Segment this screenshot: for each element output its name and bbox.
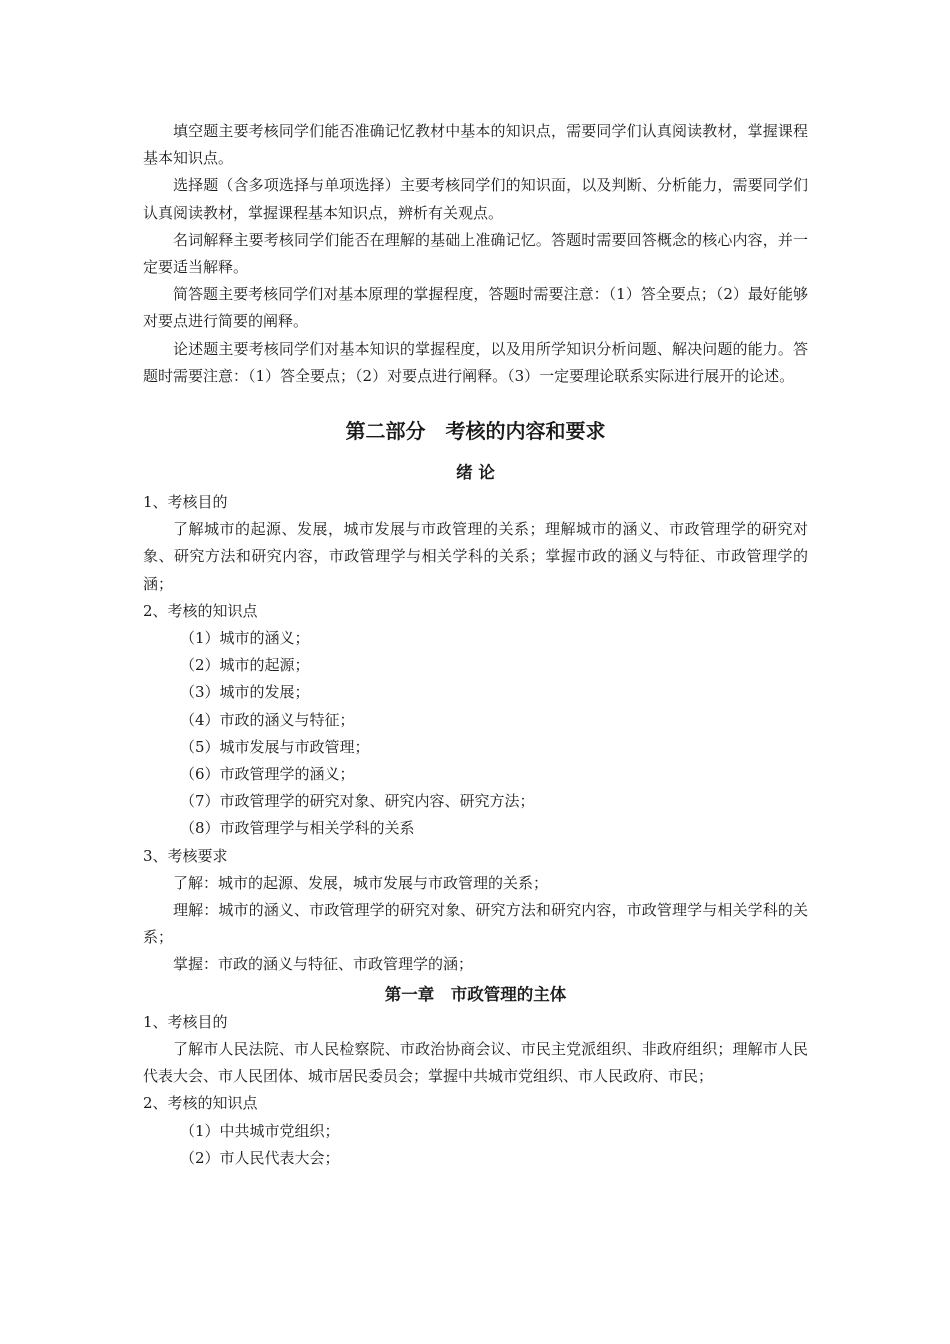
part-title: 第二部分 考核的内容和要求 bbox=[345, 419, 606, 444]
intro-paragraph-fill-blank: 填空题主要考核同学们能否准确记忆教材中基本的知识点，需要同学们认真阅读教材，掌握课程基本知识点。 bbox=[143, 122, 808, 168]
intro-goal-text: 了解城市的起源、发展，城市发展与市政管理的关系；理解城市的涵义、市政管理学的研究对象、研究方法和研究内容，市政管理学与相关学科的关系；掌握市政的涵义与特征、市政管理学的涵； bbox=[143, 520, 808, 593]
page-content bbox=[143, 118, 808, 1172]
chapter-goal-heading: 1、考核目的 bbox=[143, 1012, 228, 1031]
list-item: （5）城市发展与市政管理； bbox=[180, 737, 370, 756]
intro-paragraph-term: 名词解释主要考核同学们能否在理解的基础上准确记忆。答题时需要回答概念的核心内容，并一定要适当解释。 bbox=[143, 230, 808, 277]
list-item: （2）城市的起源； bbox=[180, 656, 310, 675]
intro-paragraph-short-answer: 简答题主要考核同学们对基本原理的掌握程度，答题时需要注意：（1）答全要点；（2）最好能够对要点进行简要的阐释。 bbox=[143, 285, 808, 331]
list-item: （4）市政的涵义与特征； bbox=[180, 710, 355, 729]
list-item: （3）城市的发展； bbox=[180, 683, 310, 702]
requirement-comprehend: 理解：城市的涵义、市政管理学的研究对象、研究方法和研究内容，市政管理学与相关学科的关系； bbox=[143, 901, 808, 947]
list-item: （1）城市的涵义； bbox=[180, 629, 310, 648]
list-item: （1）中共城市党组织； bbox=[180, 1121, 340, 1140]
list-item: （8）市政管理学与相关学科的关系 bbox=[180, 819, 415, 838]
section-title-introduction: 绪 论 bbox=[456, 463, 495, 483]
list-item: （6）市政管理学的涵义； bbox=[180, 765, 355, 784]
intro-goal-heading: 1、考核目的 bbox=[143, 493, 228, 512]
intro-paragraph-essay: 论述题主要考核同学们对基本知识的掌握程度，以及用所学知识分析问题、解决问题的能力。答题时需要注意：（1）答全要点；（2）对要点进行阐释。（3）一定要理论联系实际进行展开的论述。 bbox=[143, 339, 808, 385]
chapter-points-heading: 2、考核的知识点 bbox=[143, 1094, 258, 1113]
list-item: （7）市政管理学的研究对象、研究内容、研究方法； bbox=[180, 792, 535, 811]
intro-paragraph-choice: 选择题（含多项选择与单项选择）主要考核同学们的知识面，以及判断、分析能力，需要同学们认真阅读教材，掌握课程基本知识点，辨析有关观点。 bbox=[143, 176, 808, 222]
chapter-goal-text: 了解市人民法院、市人民检察院、市政治协商会议、市民主党派组织、非政府组织；理解市人民代表大会、市人民团体、城市居民委员会；掌握中共城市党组织、市人民政府、市民； bbox=[143, 1039, 808, 1086]
requirement-understand: 了解：城市的起源、发展，城市发展与市政管理的关系； bbox=[173, 873, 549, 892]
list-item: （2）市人民代表大会； bbox=[180, 1148, 340, 1167]
requirement-master: 掌握：市政的涵义与特征、市政管理学的涵； bbox=[173, 955, 474, 974]
intro-points-heading: 2、考核的知识点 bbox=[143, 601, 258, 620]
chapter-title: 第一章 市政管理的主体 bbox=[384, 984, 567, 1004]
intro-requirements-heading: 3、考核要求 bbox=[143, 846, 228, 865]
